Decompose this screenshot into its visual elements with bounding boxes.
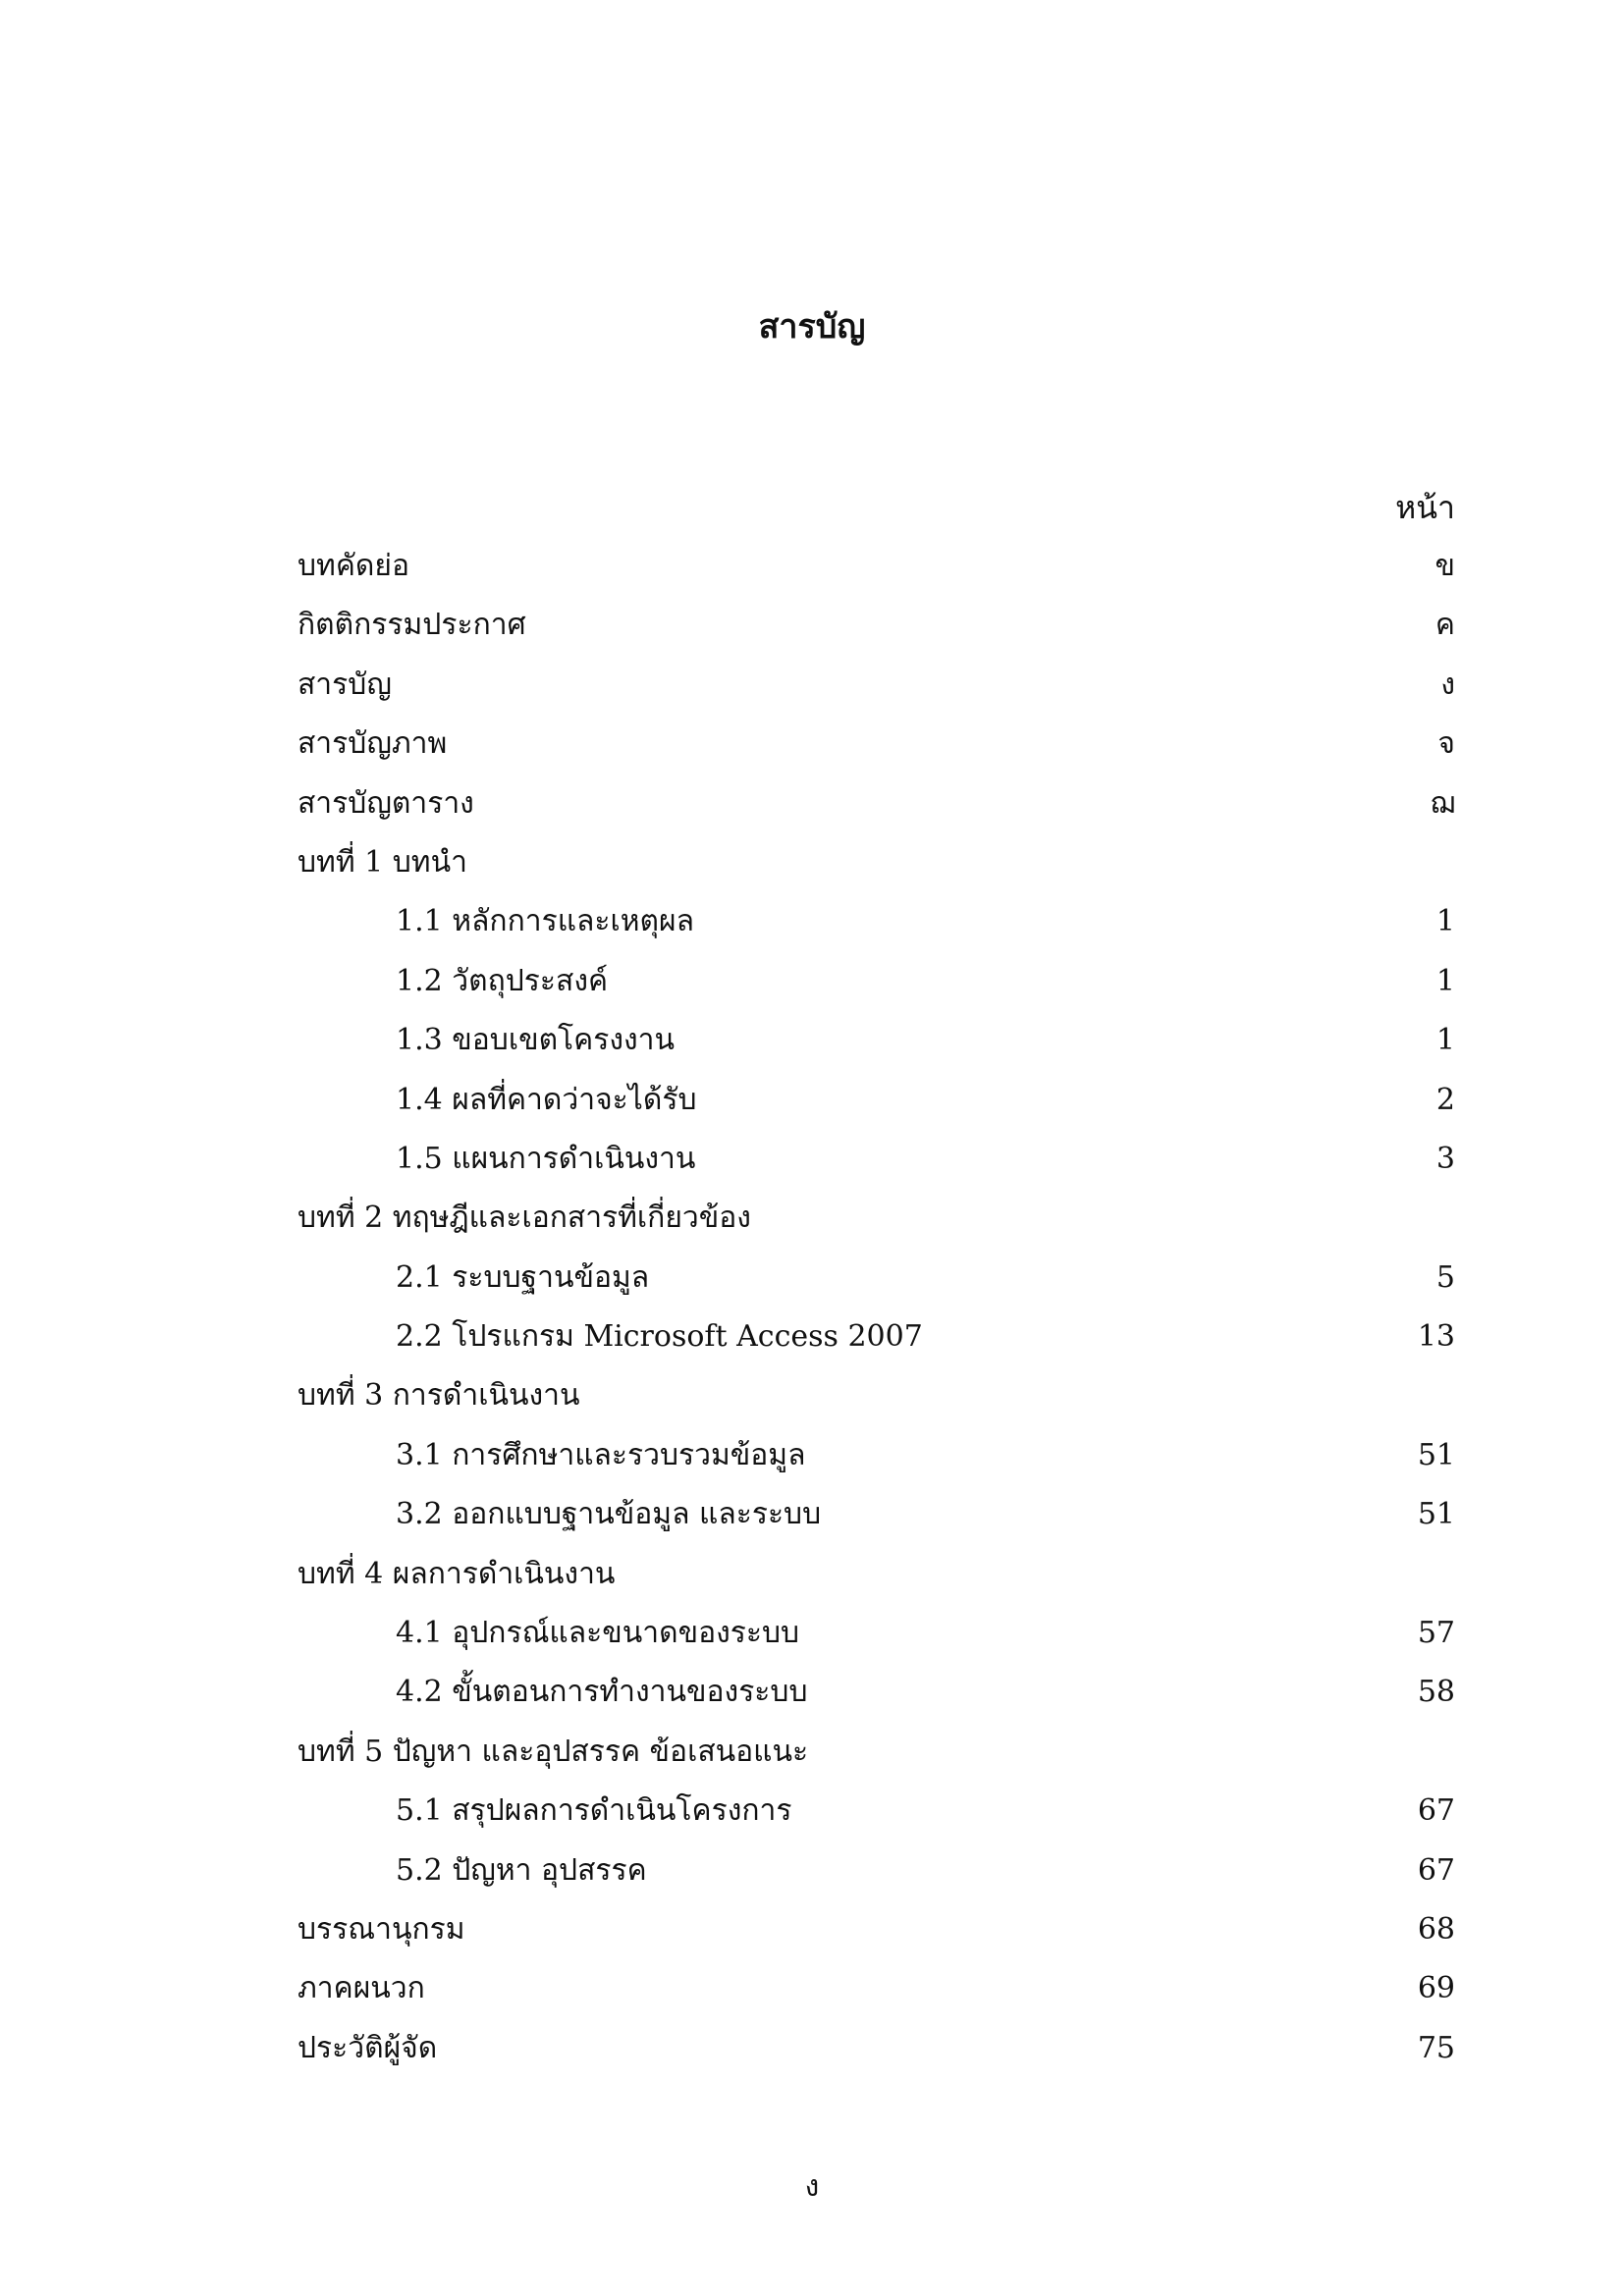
- toc-subentry: [298, 1851, 1455, 1910]
- toc-subentry: [298, 1140, 1455, 1199]
- toc-entry-label: 1.1 หลักการและเหตุผล: [396, 904, 694, 939]
- toc-entry-page: 1: [1435, 963, 1455, 998]
- toc-entry-label: บทที่ 1 บทนำ: [298, 844, 467, 880]
- toc-entry-label: 5.1 สรุปผลการดำเนินโครงการ: [396, 1793, 792, 1829]
- toc-subentry: [298, 1258, 1455, 1317]
- toc-entry-page: 1: [1435, 1023, 1455, 1058]
- toc-entry: [298, 724, 1455, 783]
- toc-entry-label: 1.4 ผลที่คาดว่าจะได้รับ: [396, 1082, 697, 1117]
- toc-entry-page: 51: [1417, 1437, 1455, 1472]
- toc-entry-page: 58: [1417, 1675, 1455, 1710]
- toc-entry-label: 3.2 ออกแบบฐานข้อมูล และระบบ: [396, 1497, 822, 1532]
- toc-entry: [298, 1199, 1455, 1257]
- toc-subentry: [298, 1673, 1455, 1732]
- page-title: สารบัญ: [758, 307, 866, 347]
- toc-entry-label: 3.1 การศึกษาและรวบรวมข้อมูล: [396, 1437, 806, 1472]
- toc-subentry: [298, 1791, 1455, 1850]
- toc-entry-page: ฌ: [1430, 785, 1455, 821]
- toc-entry-label: 4.2 ขั้นตอนการทำงานของระบบ: [396, 1675, 808, 1710]
- toc-subentry: [298, 1495, 1455, 1554]
- toc-entry-page: ค: [1435, 608, 1455, 643]
- toc-entry-label: 1.5 แผนการดำเนินงาน: [396, 1141, 696, 1176]
- toc-entry-label: กิตติกรรมประกาศ: [298, 608, 526, 643]
- toc-entry-page: จ: [1437, 726, 1455, 762]
- toc-entry-label: 2.2 โปรแกรม Microsoft Access 2007: [396, 1319, 923, 1355]
- toc-entry-label: สารบัญภาพ: [298, 726, 448, 762]
- toc-entry-page: 2: [1435, 1082, 1455, 1117]
- toc-entry-label: บรรณานุกรม: [298, 1911, 465, 1947]
- footer-page-number: ง: [804, 2169, 820, 2204]
- toc-entry-label: บทที่ 3 การดำเนินงาน: [298, 1378, 580, 1414]
- toc-entry-page: 68: [1417, 1911, 1455, 1947]
- toc-subentry: [298, 1021, 1455, 1080]
- toc-entry-label: ประวัติผู้จัด: [298, 2030, 438, 2065]
- toc-entry-page: 51: [1417, 1497, 1455, 1532]
- toc-entry-page: 13: [1417, 1319, 1455, 1355]
- toc-entry-label: บทที่ 2 ทฤษฎีและเอกสารที่เกี่ยวข้อง: [298, 1201, 751, 1236]
- toc-entry-label: 5.2 ปัญหา อุปสรรค: [396, 1852, 647, 1888]
- page-column-header: หน้า: [1395, 489, 1455, 526]
- toc-subentry: [298, 1317, 1455, 1376]
- toc-entry-label: 4.1 อุปกรณ์และขนาดของระบบ: [396, 1616, 800, 1651]
- toc-entry: [298, 547, 1455, 606]
- toc-entry-label: 2.1 ระบบฐานข้อมูล: [396, 1259, 650, 1295]
- toc-entry-page: 75: [1417, 2030, 1455, 2065]
- toc-entry: [298, 1376, 1455, 1435]
- toc-entry-page: ข: [1435, 549, 1455, 583]
- toc-subentry: [298, 1081, 1455, 1140]
- toc-entry-page: ง: [1440, 667, 1455, 702]
- toc-entry: [298, 784, 1455, 843]
- toc-entry-label: 1.3 ขอบเขตโครงงาน: [396, 1023, 676, 1058]
- toc-entry-label: 1.2 วัตถุประสงค์: [396, 963, 609, 998]
- toc-subentry: [298, 902, 1455, 961]
- toc-subentry: [298, 1436, 1455, 1495]
- toc-entry-page: 67: [1417, 1852, 1455, 1888]
- toc-entry-page: 1: [1435, 904, 1455, 939]
- toc-entry: [298, 1555, 1455, 1614]
- toc-entry-page: 69: [1417, 1971, 1455, 2006]
- toc-entry: [298, 606, 1455, 665]
- toc-subentry: [298, 962, 1455, 1021]
- toc-subentry: [298, 1614, 1455, 1673]
- toc-entry-label: สารบัญตาราง: [298, 785, 474, 821]
- toc-entry: [298, 843, 1455, 902]
- toc-entry-page: 57: [1417, 1616, 1455, 1651]
- toc-entry: [298, 1969, 1455, 2028]
- toc-entry: [298, 1733, 1455, 1791]
- toc-entry-label: บทคัดย่อ: [298, 549, 409, 583]
- toc-entry-label: บทที่ 5 ปัญหา และอุปสรรค ข้อเสนอแนะ: [298, 1734, 809, 1769]
- toc-entry-page: 3: [1435, 1141, 1455, 1176]
- toc-entry: [298, 666, 1455, 724]
- toc-entry-page: 5: [1435, 1259, 1455, 1295]
- toc-entry-label: สารบัญ: [298, 667, 392, 702]
- toc-entry-label: ภาคผนวก: [298, 1971, 425, 2006]
- toc-entry-page: 67: [1417, 1793, 1455, 1829]
- toc-entry-label: บทที่ 4 ผลการดำเนินงาน: [298, 1556, 616, 1591]
- toc-entry: [298, 1910, 1455, 1969]
- toc-entry: [298, 2029, 1455, 2088]
- table-of-contents: [298, 547, 1455, 2088]
